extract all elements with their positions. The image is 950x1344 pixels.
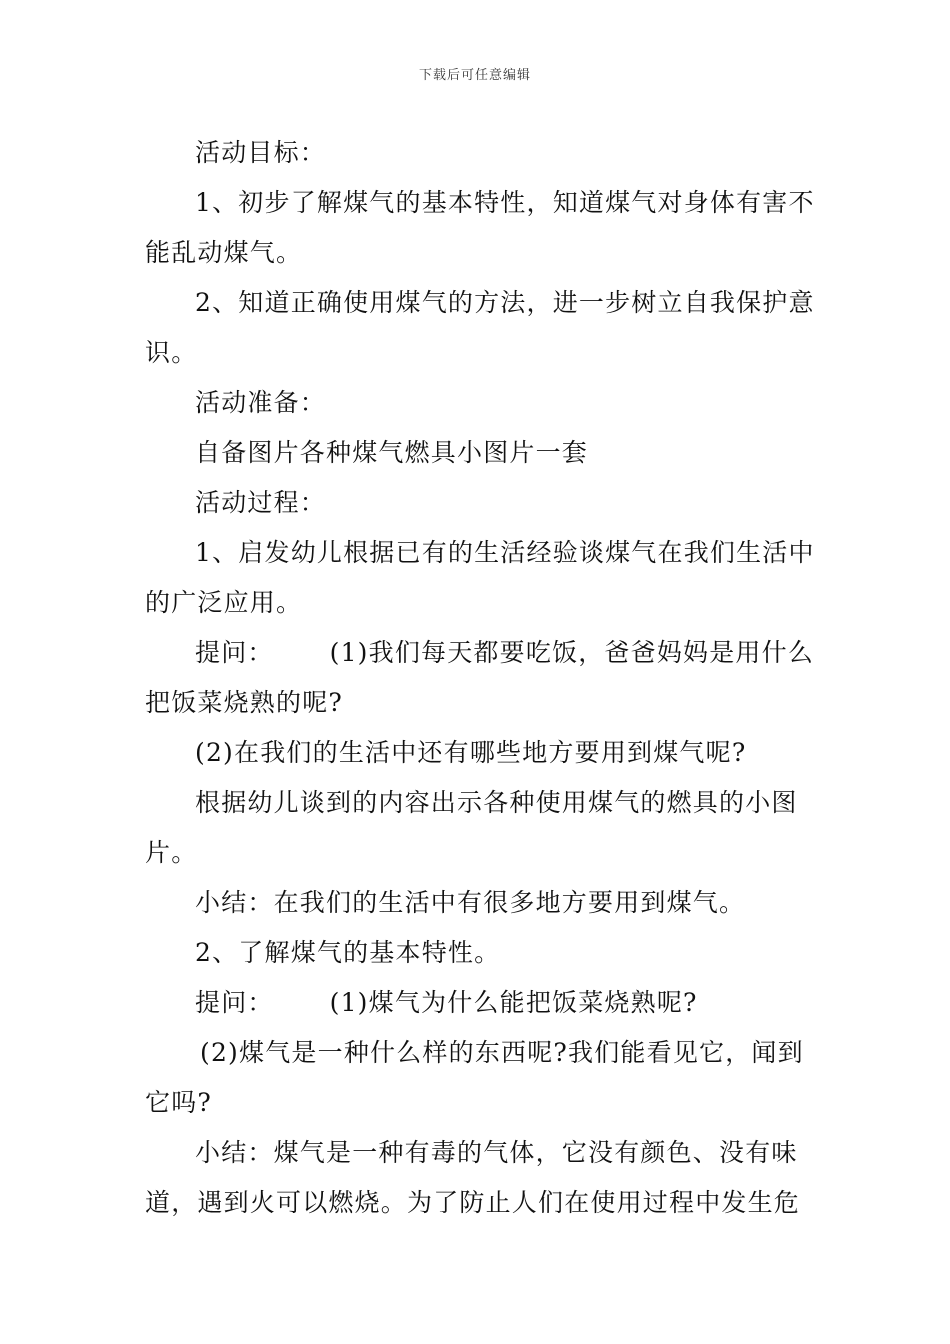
question-label: 提问：	[195, 988, 274, 1017]
paragraph-line: 根据幼儿谈到的内容出示各种使用煤气的燃具的小图	[195, 788, 798, 817]
paragraph-line: 片。	[145, 838, 198, 867]
document-body	[145, 128, 815, 1228]
question-text: (1)我们每天都要吃饭，爸爸妈妈是用什么	[329, 638, 815, 667]
page-header: 下载后可任意编辑	[418, 68, 531, 83]
paragraph-line: 的广泛应用。	[145, 588, 303, 617]
paragraph-line: 道，遇到火可以燃烧。为了防止人们在使用过程中发生危	[145, 1188, 801, 1217]
paragraph-line: 1、初步了解煤气的基本特性，知道煤气对身体有害不	[195, 188, 815, 217]
summary-line: 小结：在我们的生活中有很多地方要用到煤气。	[195, 888, 746, 917]
question-line	[145, 628, 815, 678]
heading-activity-preparation: 活动准备：	[195, 388, 327, 417]
paragraph-line: 把饭菜烧熟的呢?	[145, 688, 344, 717]
paragraph-line: 2、知道正确使用煤气的方法，进一步树立自我保护意	[195, 288, 815, 317]
paragraph-line: (2)煤气是一种什么样的东西呢?我们能看见它，闻到	[200, 1038, 804, 1067]
question-line	[145, 978, 810, 1028]
paragraph-line: 识。	[145, 338, 198, 367]
paragraph-line: 自备图片各种煤气燃具小图片一套	[195, 438, 589, 467]
question-text: (1)煤气为什么能把饭菜烧熟呢?	[329, 988, 698, 1017]
paragraph-line: 它吗?	[145, 1088, 213, 1117]
heading-activity-goals: 活动目标：	[195, 138, 327, 167]
summary-line: 小结：煤气是一种有毒的气体，它没有颜色、没有味	[195, 1138, 798, 1167]
paragraph-line: 1、启发幼儿根据已有的生活经验谈煤气在我们生活中	[195, 538, 815, 567]
paragraph-line: (2)在我们的生活中还有哪些地方要用到煤气呢?	[195, 738, 747, 767]
paragraph-line: 2、了解煤气的基本特性。	[195, 938, 501, 967]
question-label: 提问：	[195, 638, 274, 667]
heading-activity-process: 活动过程：	[195, 488, 327, 517]
paragraph-line: 能乱动煤气。	[145, 238, 303, 267]
